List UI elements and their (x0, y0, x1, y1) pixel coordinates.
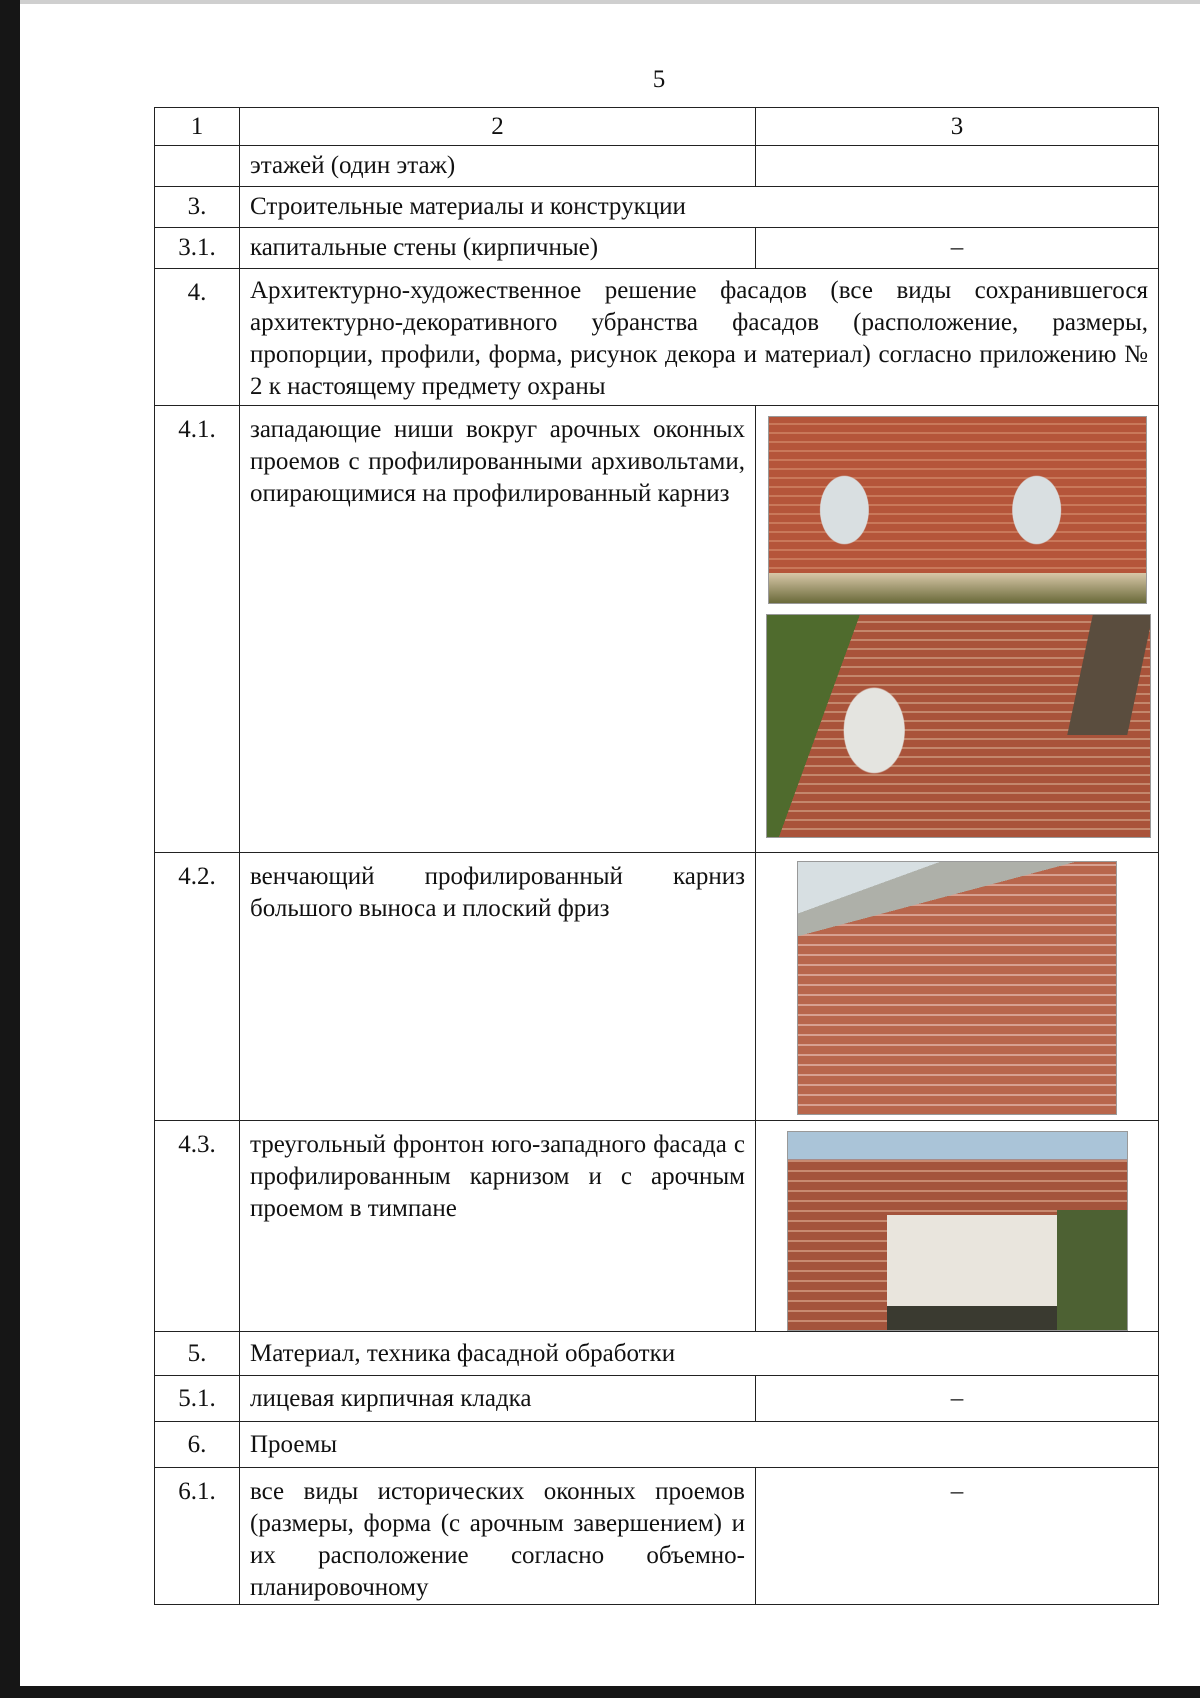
table-row (155, 228, 1159, 269)
row-number: 4.1. (155, 406, 240, 853)
row-dash: – (756, 228, 1159, 269)
row-text: лицевая кирпичная кладка (240, 1376, 756, 1422)
header-col-2: 2 (240, 108, 756, 146)
row-number (155, 146, 240, 187)
row-text: треугольный фронтон юго-западного фасада с профилированным карнизом и с арочным проемом в тимпане (240, 1121, 756, 1332)
photo-arched-windows (768, 416, 1147, 604)
row-number: 5. (155, 1332, 240, 1376)
row-image-cell (756, 853, 1159, 1121)
row-number: 6. (155, 1422, 240, 1468)
header-col-1: 1 (155, 108, 240, 146)
row-number: 3.1. (155, 228, 240, 269)
scan-bottom-edge (0, 1686, 1200, 1698)
header-col-3: 3 (756, 108, 1159, 146)
table-row (155, 1468, 1159, 1605)
photo-cornice (797, 861, 1117, 1115)
row-dash: – (756, 1468, 1159, 1605)
page-number: 5 (652, 66, 666, 93)
table-row (155, 853, 1159, 1121)
photo-pediment (787, 1131, 1128, 1331)
row-text: Архитектурно-художественное решение фасадов (все виды сохранившегося архитектурно-декоративного убранства фасадов (расположение, размеры, пропорции, профили, форма, рисунок декора и материал) согласно приложению № 2 к настоящему предмету охраны (240, 269, 1159, 406)
row-image-cell (756, 406, 1159, 853)
heritage-protection-table (154, 107, 1159, 1605)
row-number: 4.2. (155, 853, 240, 1121)
table-row (155, 1121, 1159, 1332)
row-text: капитальные стены (кирпичные) (240, 228, 756, 269)
scan-top-edge (0, 0, 1200, 4)
row-number: 3. (155, 187, 240, 228)
row-text: венчающий профилированный карниз большого выноса и плоский фриз (240, 853, 756, 1121)
table-row (155, 187, 1159, 228)
table-header-row (155, 108, 1159, 146)
row-text: все виды исторических оконных проемов (размеры, форма (с арочным завершением) и их расположение согласно объемно-планировочному (240, 1468, 756, 1605)
table-row (155, 269, 1159, 406)
scan-left-edge (0, 0, 20, 1698)
table-row (155, 1376, 1159, 1422)
row-text: Проемы (240, 1422, 1159, 1468)
table-row (155, 1422, 1159, 1468)
row-image-cell (756, 146, 1159, 187)
row-text: Материал, техника фасадной обработки (240, 1332, 1159, 1376)
table-row (155, 146, 1159, 187)
row-number: 6.1. (155, 1468, 240, 1605)
row-number: 4.3. (155, 1121, 240, 1332)
row-text: западающие ниши вокруг арочных оконных проемов с профилированными архивольтами, опирающимися на профилированный карниз (240, 406, 756, 853)
photo-facade-corner (766, 614, 1151, 838)
row-text: Строительные материалы и конструкции (240, 187, 1159, 228)
row-dash: – (756, 1376, 1159, 1422)
table-row (155, 1332, 1159, 1376)
row-image-cell (756, 1121, 1159, 1332)
row-text: этажей (один этаж) (240, 146, 756, 187)
row-number: 5.1. (155, 1376, 240, 1422)
table-row (155, 406, 1159, 853)
row-number: 4. (155, 269, 240, 406)
